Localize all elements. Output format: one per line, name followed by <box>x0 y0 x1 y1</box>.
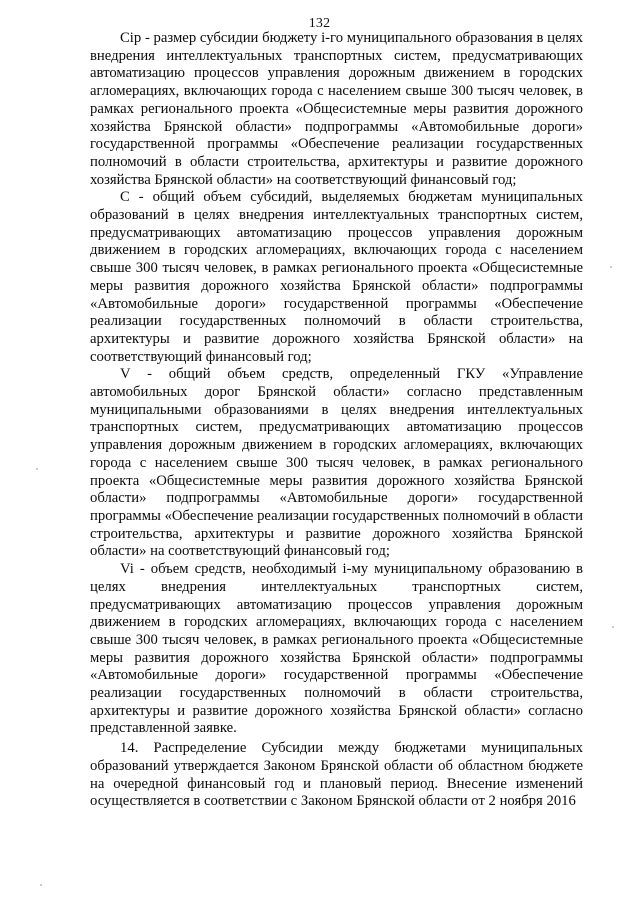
paragraph-vi-definition: Vi - объем средств, необходимый i-му муниципальному образованию в целях внедрения интеллектуальных транспортных систем, предусматривающих автоматизацию процессов управления дорожным движением в городских агломерациях, включающих города с населением свыше 300 тысяч человек, в рамках регионального проекта «Общесистемные меры развития дорожного хозяйства Брянской области» подпрограммы «Автомобильные дороги» государственной программы «Обеспечение реализации государственных полномочий в области строительства, архитектуры и развитие дорожного хозяйства Брянской области» согласно представленной заявке. <box>90 561 583 737</box>
page-number: 132 <box>308 16 331 31</box>
scan-speck <box>40 884 42 886</box>
paragraph-14: 14. Распределение Субсидии между бюджетами муниципальных образований утверждается Законом Брянской области об областном бюджете на очередной финансовый год и плановый период. Внесение изменений осуществляется в соответствии с Законом Брянской области от 2 ноября 2016 <box>90 740 583 810</box>
paragraph-v-definition: V - общий объем средств, определенный ГКУ «Управление автомобильных дорог Брянской области» согласно представленным муниципальными образованиями в целях внедрения интеллектуальных транспортных систем, предусматривающих автоматизацию процессов управления дорожным движением в городских агломерациях, включающих города с населением свыше 300 тысяч человек, в рамках регионального проекта «Общесистемные меры развития дорожного хозяйства Брянской области» подпрограммы «Автомобильные дороги» государственной программы «Обеспечение реализации государственных полномочий в области строительства, архитектуры и развитие дорожного хозяйства Брянской области» на соответствующий финансовый год; <box>90 366 583 560</box>
document-body <box>90 30 583 811</box>
paragraph-c-definition: C - общий объем субсидий, выделяемых бюджетам муниципальных образований в целях внедрения интеллектуальных транспортных систем, предусматривающих автоматизацию процессов управления дорожным движением в городских агломерациях, включающих города с населением свыше 300 тысяч человек, в рамках регионального проекта «Общесистемные меры развития дорожного хозяйства Брянской области» подпрограммы «Автомобильные дороги» государственной программы «Обеспечение реализации государственных полномочий в области строительства, архитектуры и развитие дорожного хозяйства Брянской области» на соответствующий финансовый год; <box>90 189 583 365</box>
scan-speck <box>610 266 612 268</box>
paragraph-cip-definition: Cip - размер субсидии бюджету i-го муниципального образования в целях внедрения интеллектуальных транспортных систем, предусматривающих автоматизацию процессов управления дорожным движением в городских агломерациях, включающих города с населением свыше 300 тысяч человек, в рамках регионального проекта «Общесистемные меры развития дорожного хозяйства Брянской области» подпрограммы «Автомобильные дороги» государственной программы «Обеспечение реализации государственных полномочий в области строительства, архитектуры и развитие дорожного хозяйства Брянской области» на соответствующий финансовый год; <box>90 30 583 188</box>
scan-speck <box>612 626 614 628</box>
scan-speck <box>36 468 38 470</box>
